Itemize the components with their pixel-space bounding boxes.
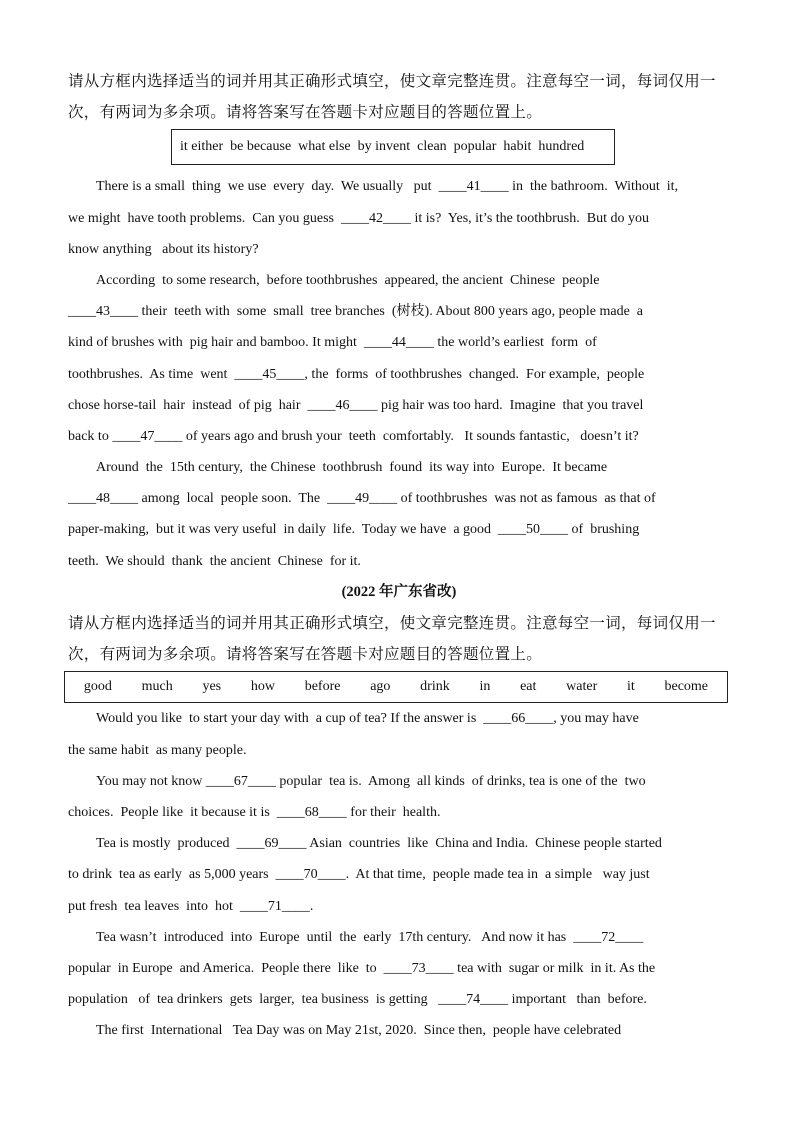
word-bank-word: it	[626, 679, 635, 695]
word-bank-word: become	[664, 679, 709, 695]
passage-line: You may not know ____67____ popular tea is. Among all kinds of drinks, tea is one of the two	[96, 773, 646, 789]
word-bank-word: yes	[202, 679, 222, 695]
passage-line: chose horse-tail hair instead of pig hair ____46____ pig hair was too hard. Imagine that you travel	[68, 397, 644, 413]
word-bank-word: how	[250, 679, 275, 695]
passage-line: population of tea drinkers gets larger, tea business is getting ____74____ important than before.	[68, 992, 647, 1008]
passage-line: to drink tea as early as 5,000 years ____70____. At that time, people made tea in a simple way just	[68, 867, 650, 883]
passage-line: choices. People like it because it is ____68____ for their health.	[68, 804, 441, 820]
passage-line: ____43____ their teeth with some small tree branches (树枝). About 800 years ago, people made a	[68, 304, 644, 320]
passage-line: kind of brushes with pig hair and bamboo. It might ____44____ the world’s earliest form of	[68, 335, 597, 351]
passage-line: ____48____ among local people soon. The ____49____ of toothbrushes was not as famous as that of	[68, 491, 656, 507]
passage-line: Around the 15th century, the Chinese toothbrush found its way into Europe. It became	[96, 460, 608, 476]
word-bank-word: ago	[370, 679, 391, 695]
instruction-line: 次，有两词为多余项。请将答案写在答题卡对应题目的答题位置上。	[68, 104, 543, 122]
instruction-line: 请从方框内选择适当的词并用其正确形式填空，使文章完整连贯。注意每空一词，每词仅用一	[68, 615, 716, 632]
passage-line: teeth. We should thank the ancient Chinese for it.	[68, 553, 361, 569]
worksheet-page	[68, 66, 730, 1046]
word-bank-word: before	[304, 679, 341, 695]
word-bank-word: good	[83, 679, 112, 695]
word-bank-word: water	[566, 679, 598, 695]
word-bank-box	[64, 671, 728, 703]
passage-line: we might have tooth problems. Can you guess ____42____ it is? Yes, it’s the toothbrush. But do you	[68, 210, 649, 226]
passage-line: toothbrushes. As time went ____45____, the forms of toothbrushes changed. For example, people	[68, 366, 645, 382]
passage-line: Tea is mostly produced ____69____ Asian countries like China and India. Chinese people started	[96, 836, 662, 852]
word-bank-word: in	[479, 679, 491, 695]
passage-line: put fresh tea leaves into hot ____71____.	[68, 898, 314, 914]
passage-line: popular in Europe and America. People there like to ____73____ tea with sugar or milk in it. As the	[68, 960, 656, 976]
passage-line: Tea wasn’t introduced into Europe until the early 17th century. And now it has ____72____	[96, 929, 644, 945]
passage-line: paper-making, but it was very useful in daily life. Today we have a good ____50____ of brushing	[68, 522, 640, 538]
passage-line: The first International Tea Day was on May 21st, 2020. Since then, people have celebrated	[96, 1023, 622, 1039]
passage-line: know anything about its history?	[68, 241, 259, 257]
word-bank-word: much	[141, 679, 173, 695]
source-label: (2022 年广东省改)	[341, 583, 457, 600]
passage-line: There is a small thing we use every day. We usually put ____41____ in the bathroom. Without it,	[96, 179, 679, 195]
passage-line: the same habit as many people.	[68, 742, 247, 758]
passage-line: back to ____47____ of years ago and brush your teeth comfortably. It sounds fantastic, doesn’t it?	[68, 428, 639, 444]
word-bank-box: it either be because what else by invent clean popular habit hundred	[171, 129, 615, 165]
word-bank-word: eat	[520, 679, 537, 695]
word-bank-word: drink	[420, 679, 450, 695]
passage-line: According to some research, before toothbrushes appeared, the ancient Chinese people	[96, 272, 600, 288]
passage-line: Would you like to start your day with a cup of tea? If the answer is ____66____, you may have	[96, 711, 639, 727]
instruction-line: 次，有两词为多余项。请将答案写在答题卡对应题目的答题位置上。	[68, 646, 543, 664]
instruction-line: 请从方框内选择适当的词并用其正确形式填空，使文章完整连贯。注意每空一词，每词仅用一	[68, 73, 716, 90]
